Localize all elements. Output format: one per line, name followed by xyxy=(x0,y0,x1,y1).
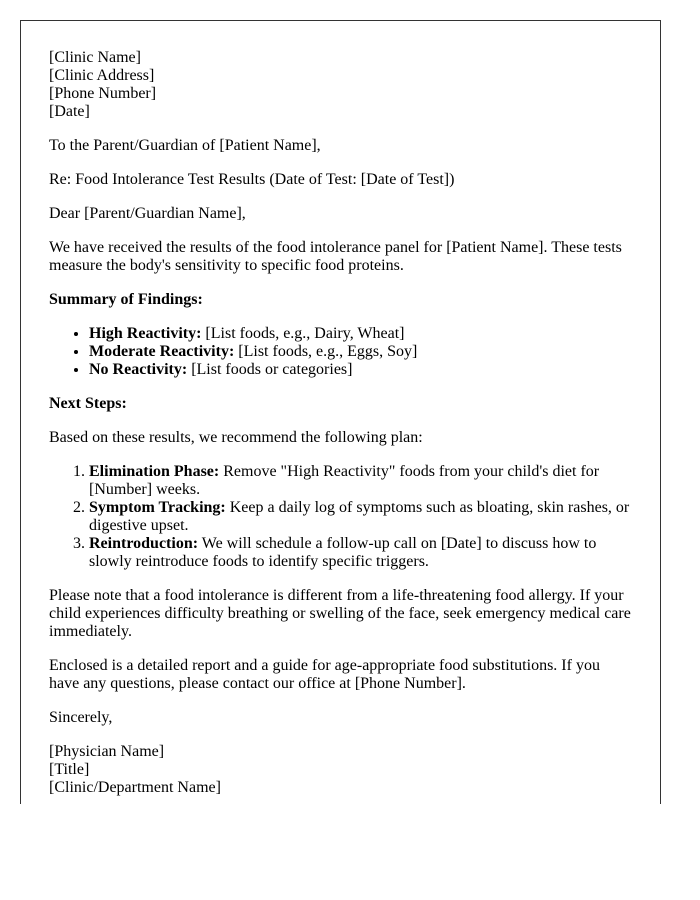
list-item xyxy=(89,343,631,361)
clinic-header xyxy=(49,49,631,121)
clinic-phone: [Phone Number] xyxy=(49,85,157,102)
summary-heading xyxy=(49,291,631,309)
clinic-name: [Clinic Name] xyxy=(49,49,141,66)
list-item xyxy=(89,325,631,343)
item-label: Reintroduction: xyxy=(89,535,199,552)
letter-date: [Date] xyxy=(49,103,90,120)
closing: Sincerely, xyxy=(49,709,113,726)
clinic-address: [Clinic Address] xyxy=(49,67,155,84)
next-steps-list xyxy=(49,463,631,571)
item-label: No Reactivity: xyxy=(89,361,188,378)
subject-line: Re: Food Intolerance Test Results (Date of Test: [Date of Test]) xyxy=(49,171,455,188)
item-text: [List foods, e.g., Dairy, Wheat] xyxy=(201,325,405,342)
next-steps-heading-text: Next Steps: xyxy=(49,395,127,412)
item-label: Moderate Reactivity: xyxy=(89,343,235,360)
item-text: Remove "High Reactivity" foods from your child's diet for [Number] weeks. xyxy=(89,463,600,498)
addressee: To the Parent/Guardian of [Patient Name], xyxy=(49,137,321,154)
enclosed-paragraph: Enclosed is a detailed report and a guide for age-appropriate food substitutions. If you have any questions, please contact our office at [Phone Number]. xyxy=(49,657,600,692)
allergy-note: Please note that a food intolerance is different from a life-threatening food allergy. If your child experiences difficulty breathing or swelling of the face, seek emergency medical care immediately. xyxy=(49,587,631,640)
list-item xyxy=(89,463,631,499)
item-text: [List foods, e.g., Eggs, Soy] xyxy=(234,343,418,360)
salutation: Dear [Parent/Guardian Name], xyxy=(49,205,246,222)
item-label: Symptom Tracking: xyxy=(89,499,226,516)
physician-title: [Title] xyxy=(49,761,90,778)
next-steps-intro: Based on these results, we recommend the following plan: xyxy=(49,429,423,446)
list-item xyxy=(89,499,631,535)
letter-page xyxy=(20,20,661,804)
summary-list xyxy=(49,325,631,379)
list-item xyxy=(89,361,631,379)
item-text: We will schedule a follow-up call on [Date] to discuss how to slowly reintroduce foods to identify specific triggers. xyxy=(89,535,597,570)
item-text: Keep a daily log of symptoms such as bloating, skin rashes, or digestive upset. xyxy=(89,499,630,534)
signature-block xyxy=(49,743,631,797)
department-name: [Clinic/Department Name] xyxy=(49,779,221,796)
list-item xyxy=(89,535,631,571)
physician-name: [Physician Name] xyxy=(49,743,165,760)
item-text: [List foods or categories] xyxy=(187,361,353,378)
item-label: Elimination Phase: xyxy=(89,463,220,480)
next-steps-heading xyxy=(49,395,631,413)
intro-paragraph: We have received the results of the food intolerance panel for [Patient Name]. These tests measure the body's sensitivity to specific food proteins. xyxy=(49,239,622,274)
summary-heading-text: Summary of Findings: xyxy=(49,291,203,308)
item-label: High Reactivity: xyxy=(89,325,202,342)
